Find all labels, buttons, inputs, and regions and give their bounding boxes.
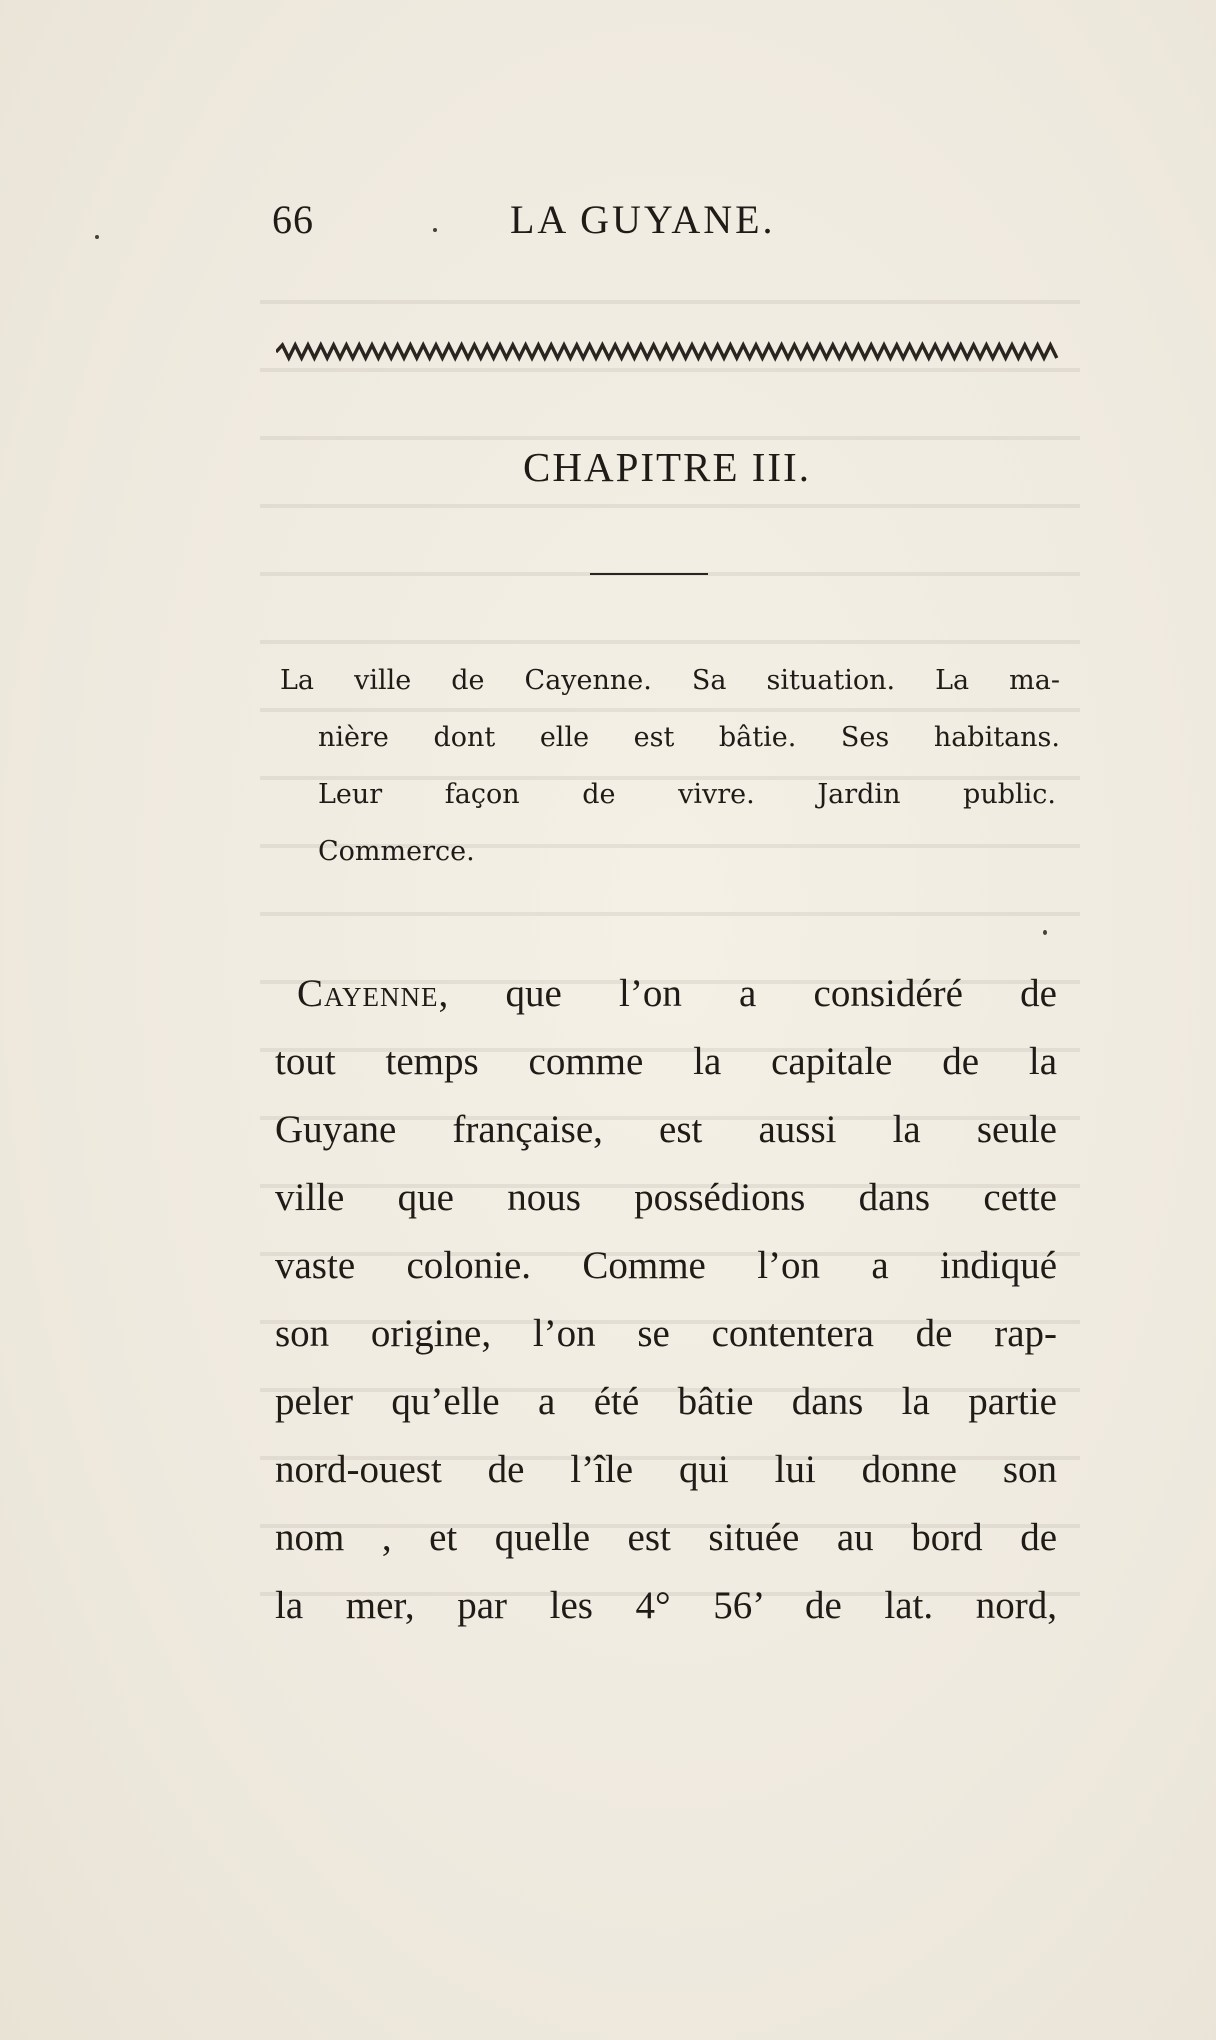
summary-line: nière dont elle est bâtie. Ses habitans.	[318, 722, 1060, 753]
chapter-rule	[590, 573, 708, 575]
body-line: son origine, l’on se contentera de rap-	[275, 1312, 1057, 1355]
page-number: 66	[272, 197, 314, 242]
first-line-rest: , que l’on a considéré de	[438, 972, 1057, 1015]
page-header	[272, 195, 1062, 245]
body-paragraph	[275, 960, 1057, 1640]
body-line: nom , et quelle est située au bord de	[275, 1516, 1057, 1559]
chapter-summary	[280, 652, 1060, 880]
body-line: la mer, par les 4° 56’ de lat. nord,	[275, 1584, 1057, 1627]
body-line: vaste colonie. Comme l’on a indiqué	[275, 1244, 1057, 1287]
running-title: LA GUYANE.	[510, 197, 776, 242]
body-line: peler qu’elle a été bâtie dans la partie	[275, 1380, 1057, 1423]
body-line: tout temps comme la capitale de la	[275, 1040, 1057, 1083]
paper-speck	[95, 235, 99, 239]
body-line: Guyane française, est aussi la seule	[275, 1108, 1057, 1151]
drop-word: Cayenne	[297, 972, 439, 1015]
body-line: ville que nous possédions dans cette	[275, 1176, 1057, 1219]
body-line: nord-ouest de l’île qui lui donne son	[275, 1448, 1057, 1491]
paper-speck	[1043, 930, 1047, 935]
chapter-title: CHAPITRE III.	[523, 444, 811, 490]
body-line	[275, 960, 1057, 1028]
ornamental-divider	[276, 340, 1062, 368]
summary-line: La ville de Cayenne. Sa situation. La ma-	[280, 665, 1060, 696]
summary-line: Commerce.	[318, 836, 475, 867]
zigzag-ornament-icon	[276, 340, 1062, 368]
summary-line: Leur façon de vivre. Jardin public.	[318, 779, 1056, 810]
